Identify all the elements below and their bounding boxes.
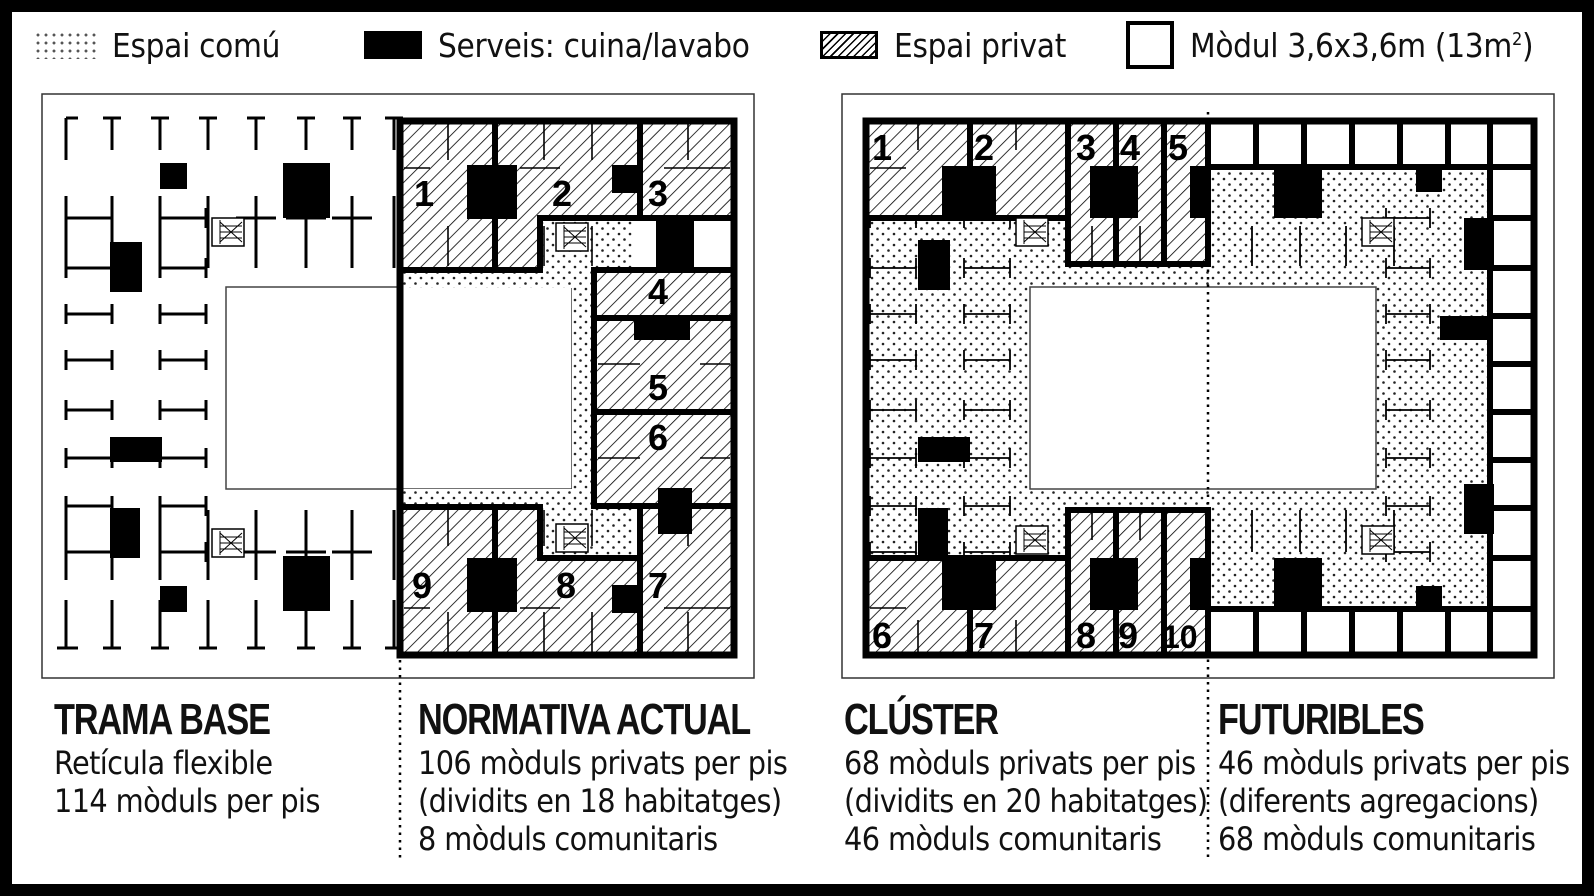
module-cell bbox=[1304, 609, 1352, 655]
module-cell bbox=[1490, 218, 1534, 268]
module-cell bbox=[1490, 121, 1534, 167]
module-cell bbox=[1256, 609, 1304, 655]
caption-line: (dividits en 20 habitatges) bbox=[844, 782, 1208, 820]
legend-module-text: Mòdul 3,6x3,6m (13m bbox=[1190, 25, 1513, 65]
module-cell bbox=[1304, 121, 1352, 167]
module-cell bbox=[1400, 121, 1448, 167]
caption-line: 46 mòduls comunitaris bbox=[844, 820, 1162, 858]
module-cell bbox=[1490, 316, 1534, 364]
stair-icon bbox=[1362, 218, 1394, 246]
module-cell bbox=[1256, 121, 1304, 167]
module-cell bbox=[1490, 460, 1534, 508]
module-cell bbox=[1490, 508, 1534, 558]
stair-icon bbox=[1362, 526, 1394, 554]
module-cell bbox=[1490, 412, 1534, 460]
unit-number: 10 bbox=[1162, 619, 1198, 655]
caption-line: 68 mòduls comunitaris bbox=[1218, 820, 1536, 858]
unit-number: 5 bbox=[1168, 127, 1189, 168]
caption-line: (dividits en 18 habitatges) bbox=[418, 782, 782, 820]
unit-number: 6 bbox=[648, 417, 669, 458]
module-cell bbox=[1490, 558, 1534, 609]
caption-line: 8 mòduls comunitaris bbox=[418, 820, 718, 858]
caption-line: Retícula flexible bbox=[54, 744, 273, 782]
legend-private-space-label: Espai privat bbox=[894, 25, 1067, 65]
stair-icon bbox=[1016, 218, 1048, 246]
module-cell bbox=[1352, 121, 1400, 167]
caption-title: CLÚSTER bbox=[844, 695, 998, 744]
caption-cluster bbox=[844, 696, 1208, 858]
module-cell bbox=[1208, 609, 1256, 655]
module-cell bbox=[1352, 609, 1400, 655]
unit-number: 9 bbox=[1118, 615, 1139, 656]
caption-title: NORMATIVA ACTUAL bbox=[418, 695, 751, 744]
module-cell bbox=[1400, 609, 1448, 655]
unit-number: 1 bbox=[414, 173, 435, 214]
stair-icon bbox=[1016, 526, 1048, 554]
caption-line: 68 mòduls privats per pis bbox=[844, 744, 1196, 782]
legend-module-sup: 2 bbox=[1512, 28, 1523, 50]
legend-common-space-label: Espai comú bbox=[112, 25, 281, 65]
caption-line: 106 mòduls privats per pis bbox=[418, 744, 788, 782]
caption-futuribles bbox=[1218, 696, 1570, 858]
caption-title: TRAMA BASE bbox=[54, 695, 270, 744]
unit-number: 9 bbox=[412, 565, 433, 606]
common-space-strip bbox=[572, 270, 594, 506]
caption-title: FUTURIBLES bbox=[1218, 695, 1424, 744]
module-cell bbox=[1490, 167, 1534, 218]
stair-icon bbox=[212, 529, 244, 557]
caption-line: 46 mòduls privats per pis bbox=[1218, 744, 1570, 782]
module-cell bbox=[1448, 121, 1490, 167]
unit-number: 3 bbox=[648, 173, 669, 214]
module-cell bbox=[1208, 121, 1256, 167]
unit-number: 1 bbox=[872, 127, 893, 168]
unit-number: 6 bbox=[872, 615, 893, 656]
module-cell bbox=[1448, 609, 1490, 655]
unit-number: 2 bbox=[552, 173, 573, 214]
module-cell bbox=[1490, 364, 1534, 412]
unit-number: 7 bbox=[974, 615, 995, 656]
stair-icon bbox=[556, 223, 588, 251]
caption-normativa-actual bbox=[418, 696, 844, 858]
stair-icon bbox=[556, 524, 588, 552]
unit-number: 5 bbox=[648, 367, 669, 408]
unit-number: 8 bbox=[1076, 615, 1097, 656]
unit-number: 4 bbox=[648, 271, 669, 312]
legend-module-end: ) bbox=[1522, 25, 1534, 65]
legend-services-label: Serveis: cuina/lavabo bbox=[438, 25, 750, 65]
unit-number: 7 bbox=[648, 565, 669, 606]
caption-line: (diferents agregacions) bbox=[1218, 782, 1539, 820]
stair-icon bbox=[212, 218, 244, 246]
unit-number: 8 bbox=[556, 565, 577, 606]
unit-number: 3 bbox=[1076, 127, 1097, 168]
module-cell bbox=[1490, 609, 1534, 655]
courtyard bbox=[1030, 287, 1376, 489]
unit-number: 2 bbox=[974, 127, 995, 168]
module-cell bbox=[1490, 268, 1534, 316]
caption-line: 114 mòduls per pis bbox=[54, 782, 320, 820]
caption-trama-base bbox=[54, 696, 331, 820]
unit-number: 4 bbox=[1120, 127, 1141, 168]
